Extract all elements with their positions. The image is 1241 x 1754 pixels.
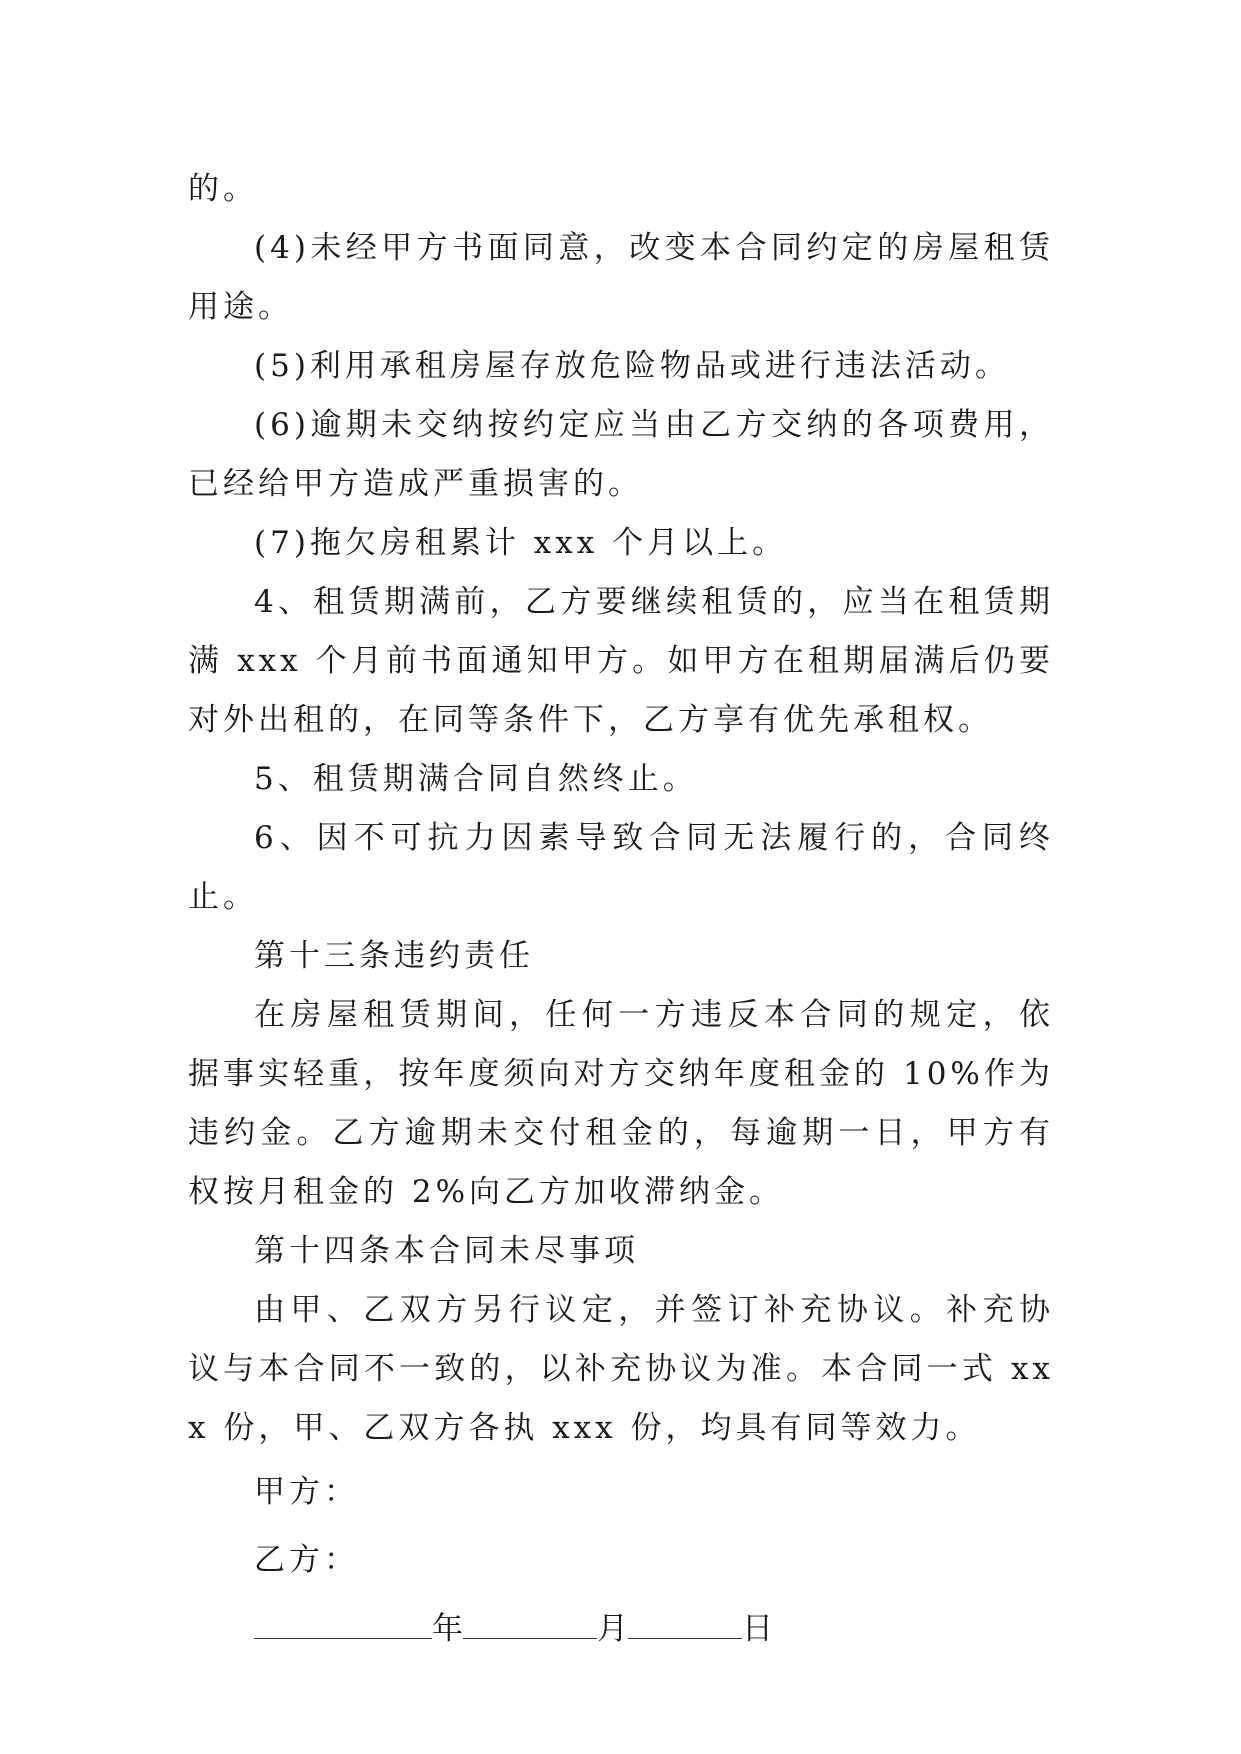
paragraph: 在房屋租赁期间，任何一方违反本合同的规定，依据事实轻重，按年度须向对方交纳年度租金的 10%作为违约金。乙方逾期未交付租金的，每逾期一日，甲方有权按月租金的 2%向乙方加收滞纳金。 — [188, 997, 1054, 1210]
date-line — [188, 1594, 1054, 1664]
section-heading: 第十三条违约责任 — [254, 938, 534, 974]
paragraph: 由甲、乙双方另行议定，并签订补充协议。补充协议与本合同不一致的，以补充协议为准。本合同一式 xxx 份，甲、乙双方各执 xxx 份，均具有同等效力。 — [188, 1292, 1054, 1446]
paragraph: 6、因不可抗力因素导致合同无法履行的，合同终止。 — [188, 820, 1054, 915]
paragraph: (7)拖欠房租累计 xxx 个月以上。 — [254, 525, 788, 561]
party-b-signature-label: 乙方： — [254, 1542, 359, 1578]
paragraph: (5)利用承租房屋存放危险物品或进行违法活动。 — [254, 348, 1010, 384]
paragraph: 的。 — [188, 171, 258, 207]
day-blank — [628, 1616, 742, 1639]
section-heading: 第十四条本合同未尽事项 — [254, 1233, 639, 1269]
day-label: 日 — [742, 1611, 773, 1647]
paragraph: (6)逾期未交纳按约定应当由乙方交纳的各项费用，已经给甲方造成严重损害的。 — [188, 407, 1054, 502]
year-label: 年 — [432, 1611, 463, 1647]
document-page — [188, 160, 1054, 1664]
paragraph: 4、租赁期满前，乙方要继续租赁的，应当在租赁期满 xxx 个月前书面通知甲方。如甲方在租期届满后仍要对外出租的，在同等条件下，乙方享有优先承租权。 — [188, 584, 1054, 738]
month-label: 月 — [597, 1611, 628, 1647]
year-blank — [254, 1616, 432, 1639]
paragraph: (4)未经甲方书面同意，改变本合同约定的房屋租赁用途。 — [188, 230, 1054, 325]
party-a-signature-label: 甲方： — [254, 1474, 359, 1510]
month-blank — [463, 1616, 597, 1639]
paragraph: 5、租赁期满合同自然终止。 — [254, 761, 698, 797]
